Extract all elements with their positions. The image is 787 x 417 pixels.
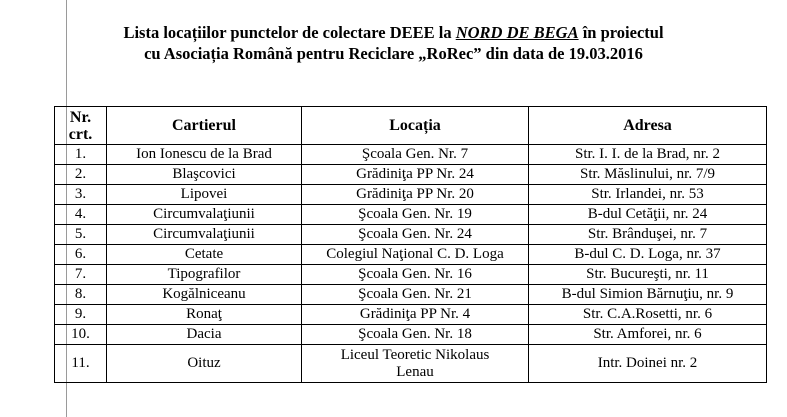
cell-locatia: Şcoala Gen. Nr. 16 <box>302 265 529 285</box>
cell-adresa: Str. Irlandei, nr. 53 <box>529 185 767 205</box>
cell-locatia: Şcoala Gen. Nr. 21 <box>302 285 529 305</box>
cell-locatia: Şcoala Gen. Nr. 18 <box>302 325 529 345</box>
cell-cartierul: Dacia <box>107 325 302 345</box>
cell-cartierul: Kogălniceanu <box>107 285 302 305</box>
cell-adresa: B-dul C. D. Loga, nr. 37 <box>529 245 767 265</box>
table-row <box>55 265 767 285</box>
cell-locatia: Şcoala Gen. Nr. 24 <box>302 225 529 245</box>
cell-cartierul: Cetate <box>107 245 302 265</box>
cell-adresa: Str. Amforei, nr. 6 <box>529 325 767 345</box>
table-row <box>55 245 767 265</box>
cell-nr: 11. <box>55 345 107 383</box>
table-header-row <box>55 107 767 145</box>
document-title <box>0 22 787 64</box>
collection-points-table <box>54 106 767 383</box>
cell-adresa: Intr. Doinei nr. 2 <box>529 345 767 383</box>
cell-cartierul: Blaşcovici <box>107 165 302 185</box>
cell-cartierul: Lipovei <box>107 185 302 205</box>
table-row <box>55 345 767 383</box>
cell-adresa: Str. Bucureşti, nr. 11 <box>529 265 767 285</box>
title-emphasis: NORD DE BEGA <box>455 23 579 42</box>
cell-nr: 5. <box>55 225 107 245</box>
cell-locatia: Grădiniţa PP Nr. 24 <box>302 165 529 185</box>
cell-cartierul: Oituz <box>107 345 302 383</box>
cell-locatia: Colegiul Naţional C. D. Loga <box>302 245 529 265</box>
cell-cartierul: Tipografilor <box>107 265 302 285</box>
cell-nr: 10. <box>55 325 107 345</box>
cell-adresa: Str. C.A.Rosetti, nr. 6 <box>529 305 767 325</box>
cell-cartierul: Ronaţ <box>107 305 302 325</box>
cell-adresa: Str. Brânduşei, nr. 7 <box>529 225 767 245</box>
cell-adresa: Str. I. I. de la Brad, nr. 2 <box>529 145 767 165</box>
cell-nr: 7. <box>55 265 107 285</box>
table-row <box>55 225 767 245</box>
cell-nr: 8. <box>55 285 107 305</box>
cell-locatia: Liceul Teoretic Nikolaus Lenau <box>302 345 529 383</box>
table-row <box>55 285 767 305</box>
table-row <box>55 325 767 345</box>
cell-nr: 1. <box>55 145 107 165</box>
table-row <box>55 145 767 165</box>
cell-nr: 4. <box>55 205 107 225</box>
title-line-2: cu Asociația Română pentru Reciclare „RoRec” din data de 19.03.2016 <box>144 44 643 63</box>
cell-nr: 9. <box>55 305 107 325</box>
table-row <box>55 305 767 325</box>
title-line-1: Lista locațiilor punctelor de colectare DEEE la NORD DE BEGA în proiectul <box>123 23 664 42</box>
header-nr-crt: Nr. crt. <box>55 107 107 145</box>
cell-locatia: Grădiniţa PP Nr. 20 <box>302 185 529 205</box>
header-adresa: Adresa <box>529 107 767 145</box>
header-locatia: Locația <box>302 107 529 145</box>
cell-adresa: B-dul Simion Bărnuţiu, nr. 9 <box>529 285 767 305</box>
cell-nr: 6. <box>55 245 107 265</box>
cell-nr: 2. <box>55 165 107 185</box>
cell-adresa: B-dul Cetăţii, nr. 24 <box>529 205 767 225</box>
cell-cartierul: Circumvalaţiunii <box>107 205 302 225</box>
header-cartierul: Cartierul <box>107 107 302 145</box>
cell-cartierul: Circumvalaţiunii <box>107 225 302 245</box>
cell-cartierul: Ion Ionescu de la Brad <box>107 145 302 165</box>
cell-adresa: Str. Măslinului, nr. 7/9 <box>529 165 767 185</box>
cell-locatia: Şcoala Gen. Nr. 7 <box>302 145 529 165</box>
table-row <box>55 185 767 205</box>
table-row <box>55 165 767 185</box>
cell-nr: 3. <box>55 185 107 205</box>
cell-locatia: Şcoala Gen. Nr. 19 <box>302 205 529 225</box>
table-row <box>55 205 767 225</box>
cell-locatia: Grădiniţa PP Nr. 4 <box>302 305 529 325</box>
